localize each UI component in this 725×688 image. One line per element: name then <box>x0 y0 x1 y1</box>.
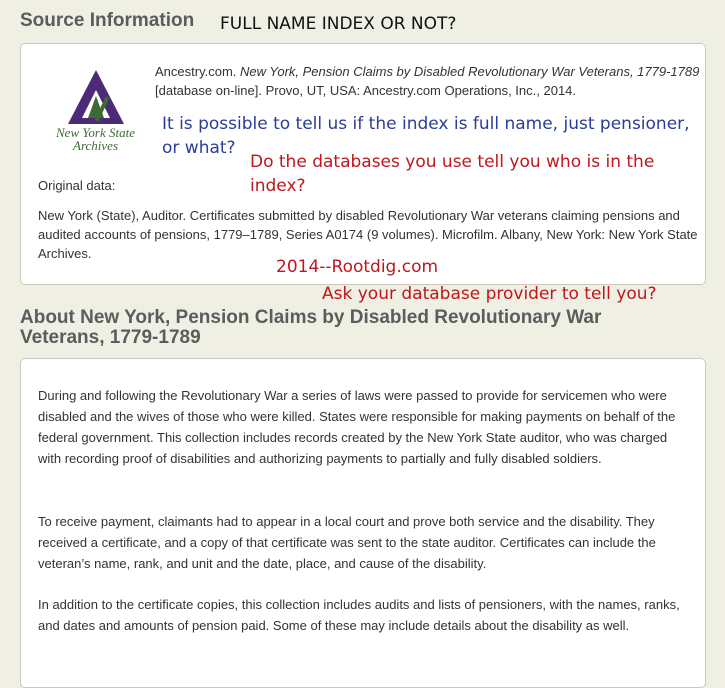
original-data-text: New York (State), Auditor. Certificates submitted by disabled Revolutionary War veterans claiming pensions and audited accounts of pensions, 1779–1789, Series A0174 (9 volumes). Microfilm. Albany, New York: New York State Archives. <box>38 208 698 261</box>
citation-prefix: Ancestry.com. <box>155 64 237 79</box>
blue-annotation: It is possible to tell us if the index is full name, just pensioner, or what? <box>162 114 690 158</box>
red-annotation-ask-provider: Ask your database provider to tell you? <box>322 284 657 304</box>
citation-title: New York, Pension Claims by Disabled Revolutionary War Veterans, 1779-1789 <box>240 64 700 79</box>
source-citation <box>155 62 700 100</box>
citation-suffix: [database on-line]. Provo, UT, USA: Ancestry.com Operations, Inc., 2014. <box>155 83 577 98</box>
about-collection-heading: About New York, Pension Claims by Disabled Revolutionary War Veterans, 1779-1789 <box>20 307 602 348</box>
nys-archives-logo-text: New York State Archives <box>56 125 135 153</box>
red-annotation-rootdig: 2014--Rootdig.com <box>276 257 439 277</box>
about-paragraph: In addition to the certificate copies, this collection includes audits and lists of pensioners, with the names, ranks, and dates and amounts of pension paid. Some of these may include details about the disability as well. <box>38 597 680 633</box>
about-paragraph: During and following the Revolutionary War a series of laws were passed to provide for servicemen who were disabled and the wives of those who were killed. States were responsible for making payments on behalf of the federal government. This collection includes records created by the New York State auditor, who was charged with recording proof of disabilities and authorizing payments to partially and fully disabled soldiers. <box>38 388 676 466</box>
full-name-question-annotation: FULL NAME INDEX OR NOT? <box>220 14 457 34</box>
about-paragraph: To receive payment, claimants had to appear in a local court and prove both service and the disability. They received a certificate, and a copy of that certificate was sent to the state auditor. Certificates can include the veteran’s name, rank, and unit and the date, place, and cause of the disability. <box>38 514 656 571</box>
original-data-label: Original data: <box>38 178 116 193</box>
source-information-heading: Source Information <box>20 10 195 31</box>
red-annotation-databases: Do the databases you use tell you who is in the index? <box>250 152 655 196</box>
